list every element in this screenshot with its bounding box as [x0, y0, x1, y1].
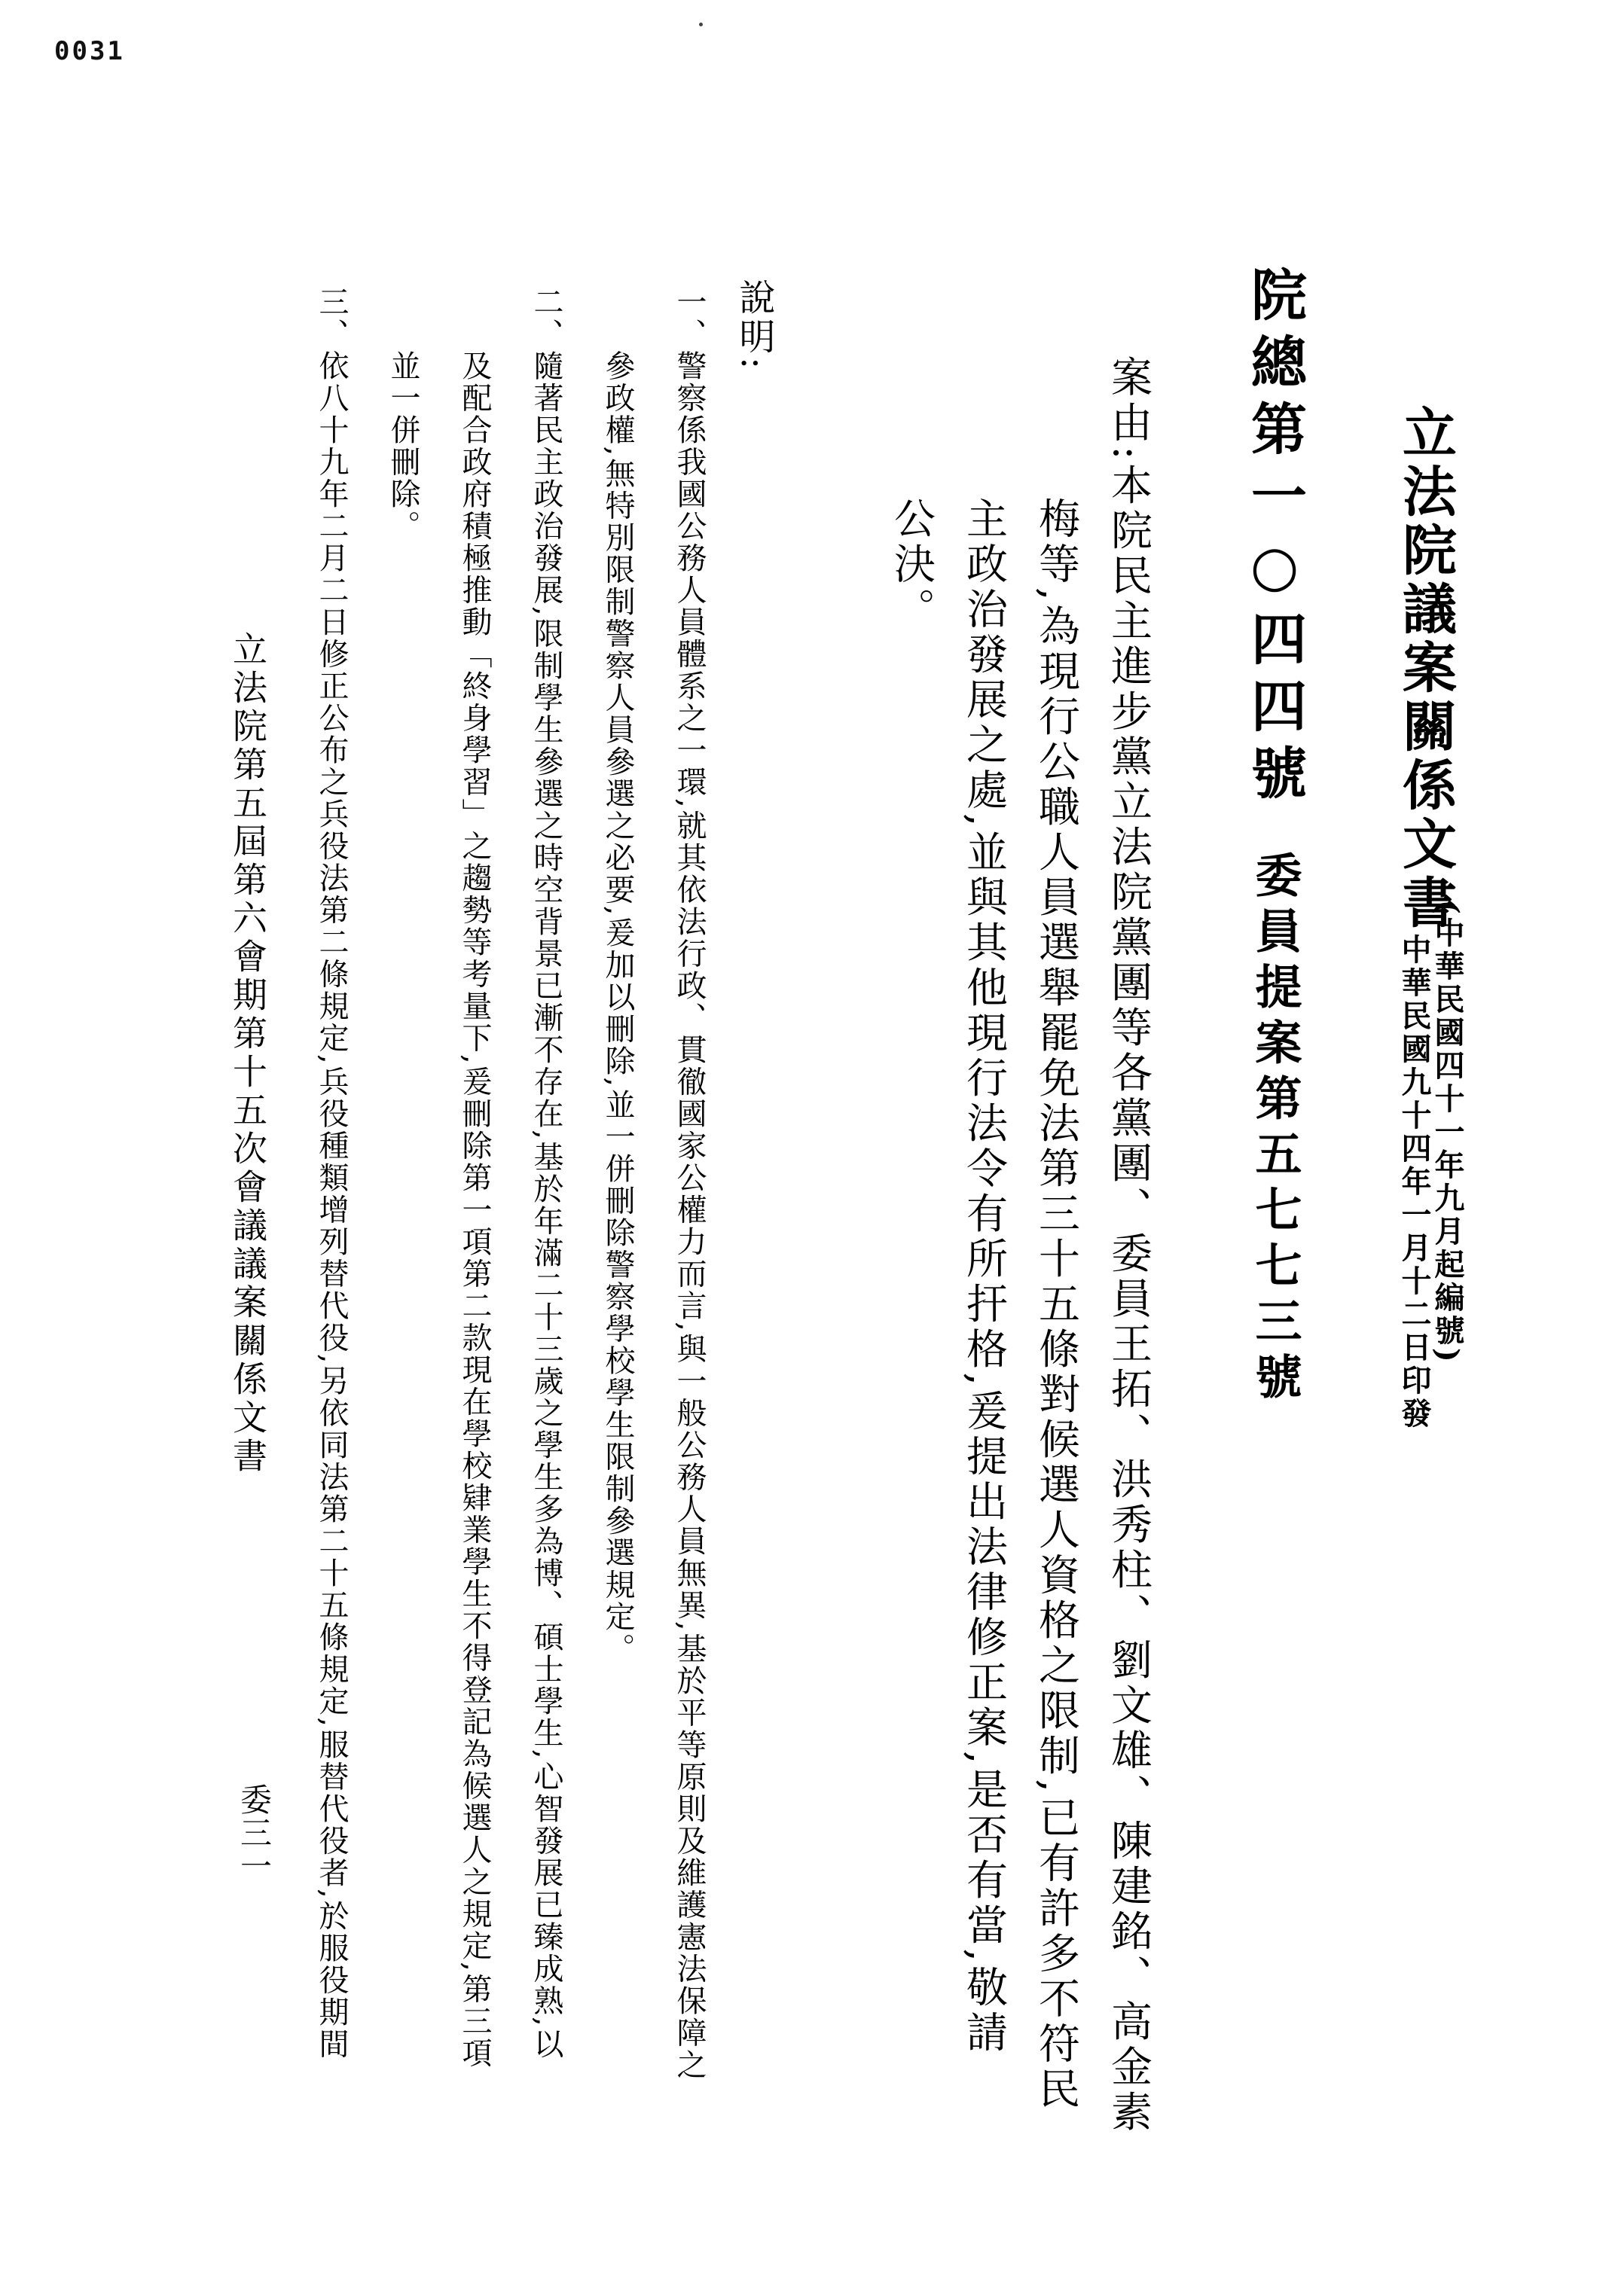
explanation-item-column: 二、隨著民主政治發展,限制學生參選之時空背景已漸不存在,基於年滿二十三歲之學生多為博、碩士學生,心智發展已臻成熟,以 — [529, 286, 563, 2060]
title-note-print-date: 中華民國九十四年一月十二日印發 — [1397, 934, 1432, 1431]
proposal-number: 委員提案第五七七三號 — [1247, 851, 1302, 1408]
explanation-item-column: 並一併刪除。 — [386, 350, 420, 542]
document-title: 立法院議案關係文書 — [1394, 404, 1458, 933]
subject-column: 案由:本院民主進步黨立法院黨團等各黨團、委員王拓、洪秀柱、劉文雄、陳建銘、高金素 — [1104, 355, 1152, 2136]
subject-column: 梅等,為現行公職人員選舉罷免法第三十五條對候選人資格之限制,已有許多不符民 — [1032, 497, 1080, 2112]
session-line: 立法院第五屆第六會期第十五次會議議案關係文書 — [227, 631, 268, 1476]
subject-column: 公決。 — [887, 497, 936, 633]
title-note-numbering: (中華民國四十一年九月起編號) — [1430, 900, 1465, 1365]
scan-speck — [699, 23, 703, 26]
explanation-item-column: 參政權,無特別限制警察人員參選之必要,爰加以刪除,並一併刪除警察學校學生限制參選規定。 — [600, 350, 635, 1665]
explanation-heading: 說明: — [733, 279, 775, 373]
explanation-item-column: 及配合政府積極推動「終身學習」之趨勢等考量下,爰刪除第一項第二款現在學校肄業學生不得登記為候選人之規定,第三項 — [457, 350, 492, 2069]
page-number: 0031 — [54, 36, 125, 66]
explanation-item-column: 三、依八十九年二月二日修正公布之兵役法第二條規定,兵役種類增列替代役,另依同法第二十五條規定,服替代役者,於服役期間 — [314, 286, 349, 2060]
case-number: 院總第一○四四號 — [1242, 266, 1307, 811]
explanation-item-column: 一、警察係我國公務人員體系之一環,就其依法行政、貫徹國家公權力而言,與一般公務人員無異,基於平等原則及維護憲法保障之 — [672, 286, 707, 2081]
collation-label: 委三一 — [236, 1783, 273, 1883]
subject-column: 主政治發展之處,並與其他現行法令有所扞格,爰提出法律修正案,是否有當,敬請 — [960, 497, 1008, 2056]
